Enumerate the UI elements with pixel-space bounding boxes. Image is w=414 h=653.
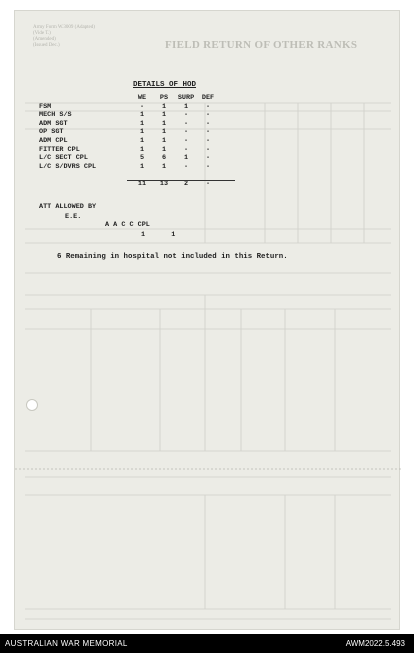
row-label: ADM CPL: [39, 136, 68, 145]
table-row: [39, 120, 219, 129]
col-ps: PS: [159, 94, 169, 102]
cell-def: -: [205, 111, 211, 120]
row-label: MECH S/S: [39, 111, 72, 120]
total-surp: 2: [183, 180, 189, 189]
attached-authority: E.E.: [65, 213, 82, 221]
total-ps: 13: [159, 180, 169, 189]
attached-unit: A A C C CPL: [105, 221, 150, 229]
cell-def: -: [205, 162, 211, 171]
attached-surp: 1: [171, 231, 176, 239]
row-label: L/C S/DVRS CPL: [39, 162, 97, 171]
cell-def: -: [205, 145, 211, 154]
col-def: DEF: [201, 94, 215, 102]
cell-def: -: [205, 128, 211, 137]
table-row: [39, 128, 219, 137]
cell-surp: 1: [183, 102, 189, 111]
details-title: DETAILS OF HOD: [133, 81, 197, 89]
cell-surp: 1: [183, 154, 189, 163]
footer-accession: AWM2022.5.493: [345, 639, 405, 648]
total-we: 11: [137, 180, 147, 189]
attached-allowed-label: ATT ALLOWED BY: [39, 203, 97, 211]
punch-hole: [26, 399, 38, 411]
cell-ps: 1: [161, 162, 167, 171]
details-header-blank: [39, 94, 131, 103]
cell-surp: -: [183, 111, 189, 120]
attached-values: [141, 231, 175, 239]
row-label: L/C SECT CPL: [39, 154, 88, 163]
totals-label-blank: [39, 171, 131, 189]
details-header-row: [39, 94, 219, 103]
details-table: [39, 94, 219, 189]
table-row: [39, 146, 219, 155]
col-we: WE: [137, 94, 147, 102]
form-sheet: [14, 10, 400, 630]
cell-we: 1: [139, 119, 145, 128]
cell-def: -: [205, 102, 211, 111]
footer-source: AUSTRALIAN WAR MEMORIAL: [5, 639, 128, 648]
table-row: [39, 163, 219, 172]
cell-we: 1: [139, 145, 145, 154]
total-def: -: [205, 180, 211, 189]
totals-divider: [127, 180, 235, 181]
cell-ps: 1: [161, 128, 167, 137]
row-label: OP SGT: [39, 128, 64, 137]
cell-ps: 1: [161, 136, 167, 145]
row-label: FSM: [39, 102, 52, 111]
cell-surp: -: [183, 145, 189, 154]
cell-ps: 1: [161, 119, 167, 128]
cell-def: -: [205, 136, 211, 145]
cell-def: -: [205, 154, 211, 163]
cell-ps: 6: [161, 154, 167, 163]
table-row: [39, 137, 219, 146]
cell-ps: 1: [161, 145, 167, 154]
form-title: FIELD RETURN OF OTHER RANKS: [165, 39, 358, 51]
cell-ps: 1: [161, 102, 167, 111]
cell-def: -: [205, 119, 211, 128]
row-label: FITTER CPL: [39, 145, 80, 154]
cell-surp: -: [183, 128, 189, 137]
attached-ps: 1: [141, 231, 146, 239]
col-surp: SURP: [177, 94, 195, 102]
cell-ps: 1: [161, 111, 167, 120]
cell-surp: -: [183, 136, 189, 145]
cell-we: 5: [139, 154, 145, 163]
form-corner-note: Army Form W.3009 (Adapted) (Vide T.) (Amended) (Issued Dec.): [33, 25, 95, 48]
row-label: ADM SGT: [39, 119, 68, 128]
cell-surp: -: [183, 162, 189, 171]
cell-we: 1: [139, 111, 145, 120]
table-row: [39, 111, 219, 120]
table-row: [39, 103, 219, 112]
cell-we: 1: [139, 128, 145, 137]
hospital-remark: 6 Remaining in hospital not included in this Return.: [57, 253, 288, 261]
cell-we: -: [139, 102, 145, 111]
cell-surp: -: [183, 119, 189, 128]
cell-we: 1: [139, 136, 145, 145]
archive-footer: [0, 634, 414, 653]
cell-we: 1: [139, 162, 145, 171]
table-row: [39, 154, 219, 163]
